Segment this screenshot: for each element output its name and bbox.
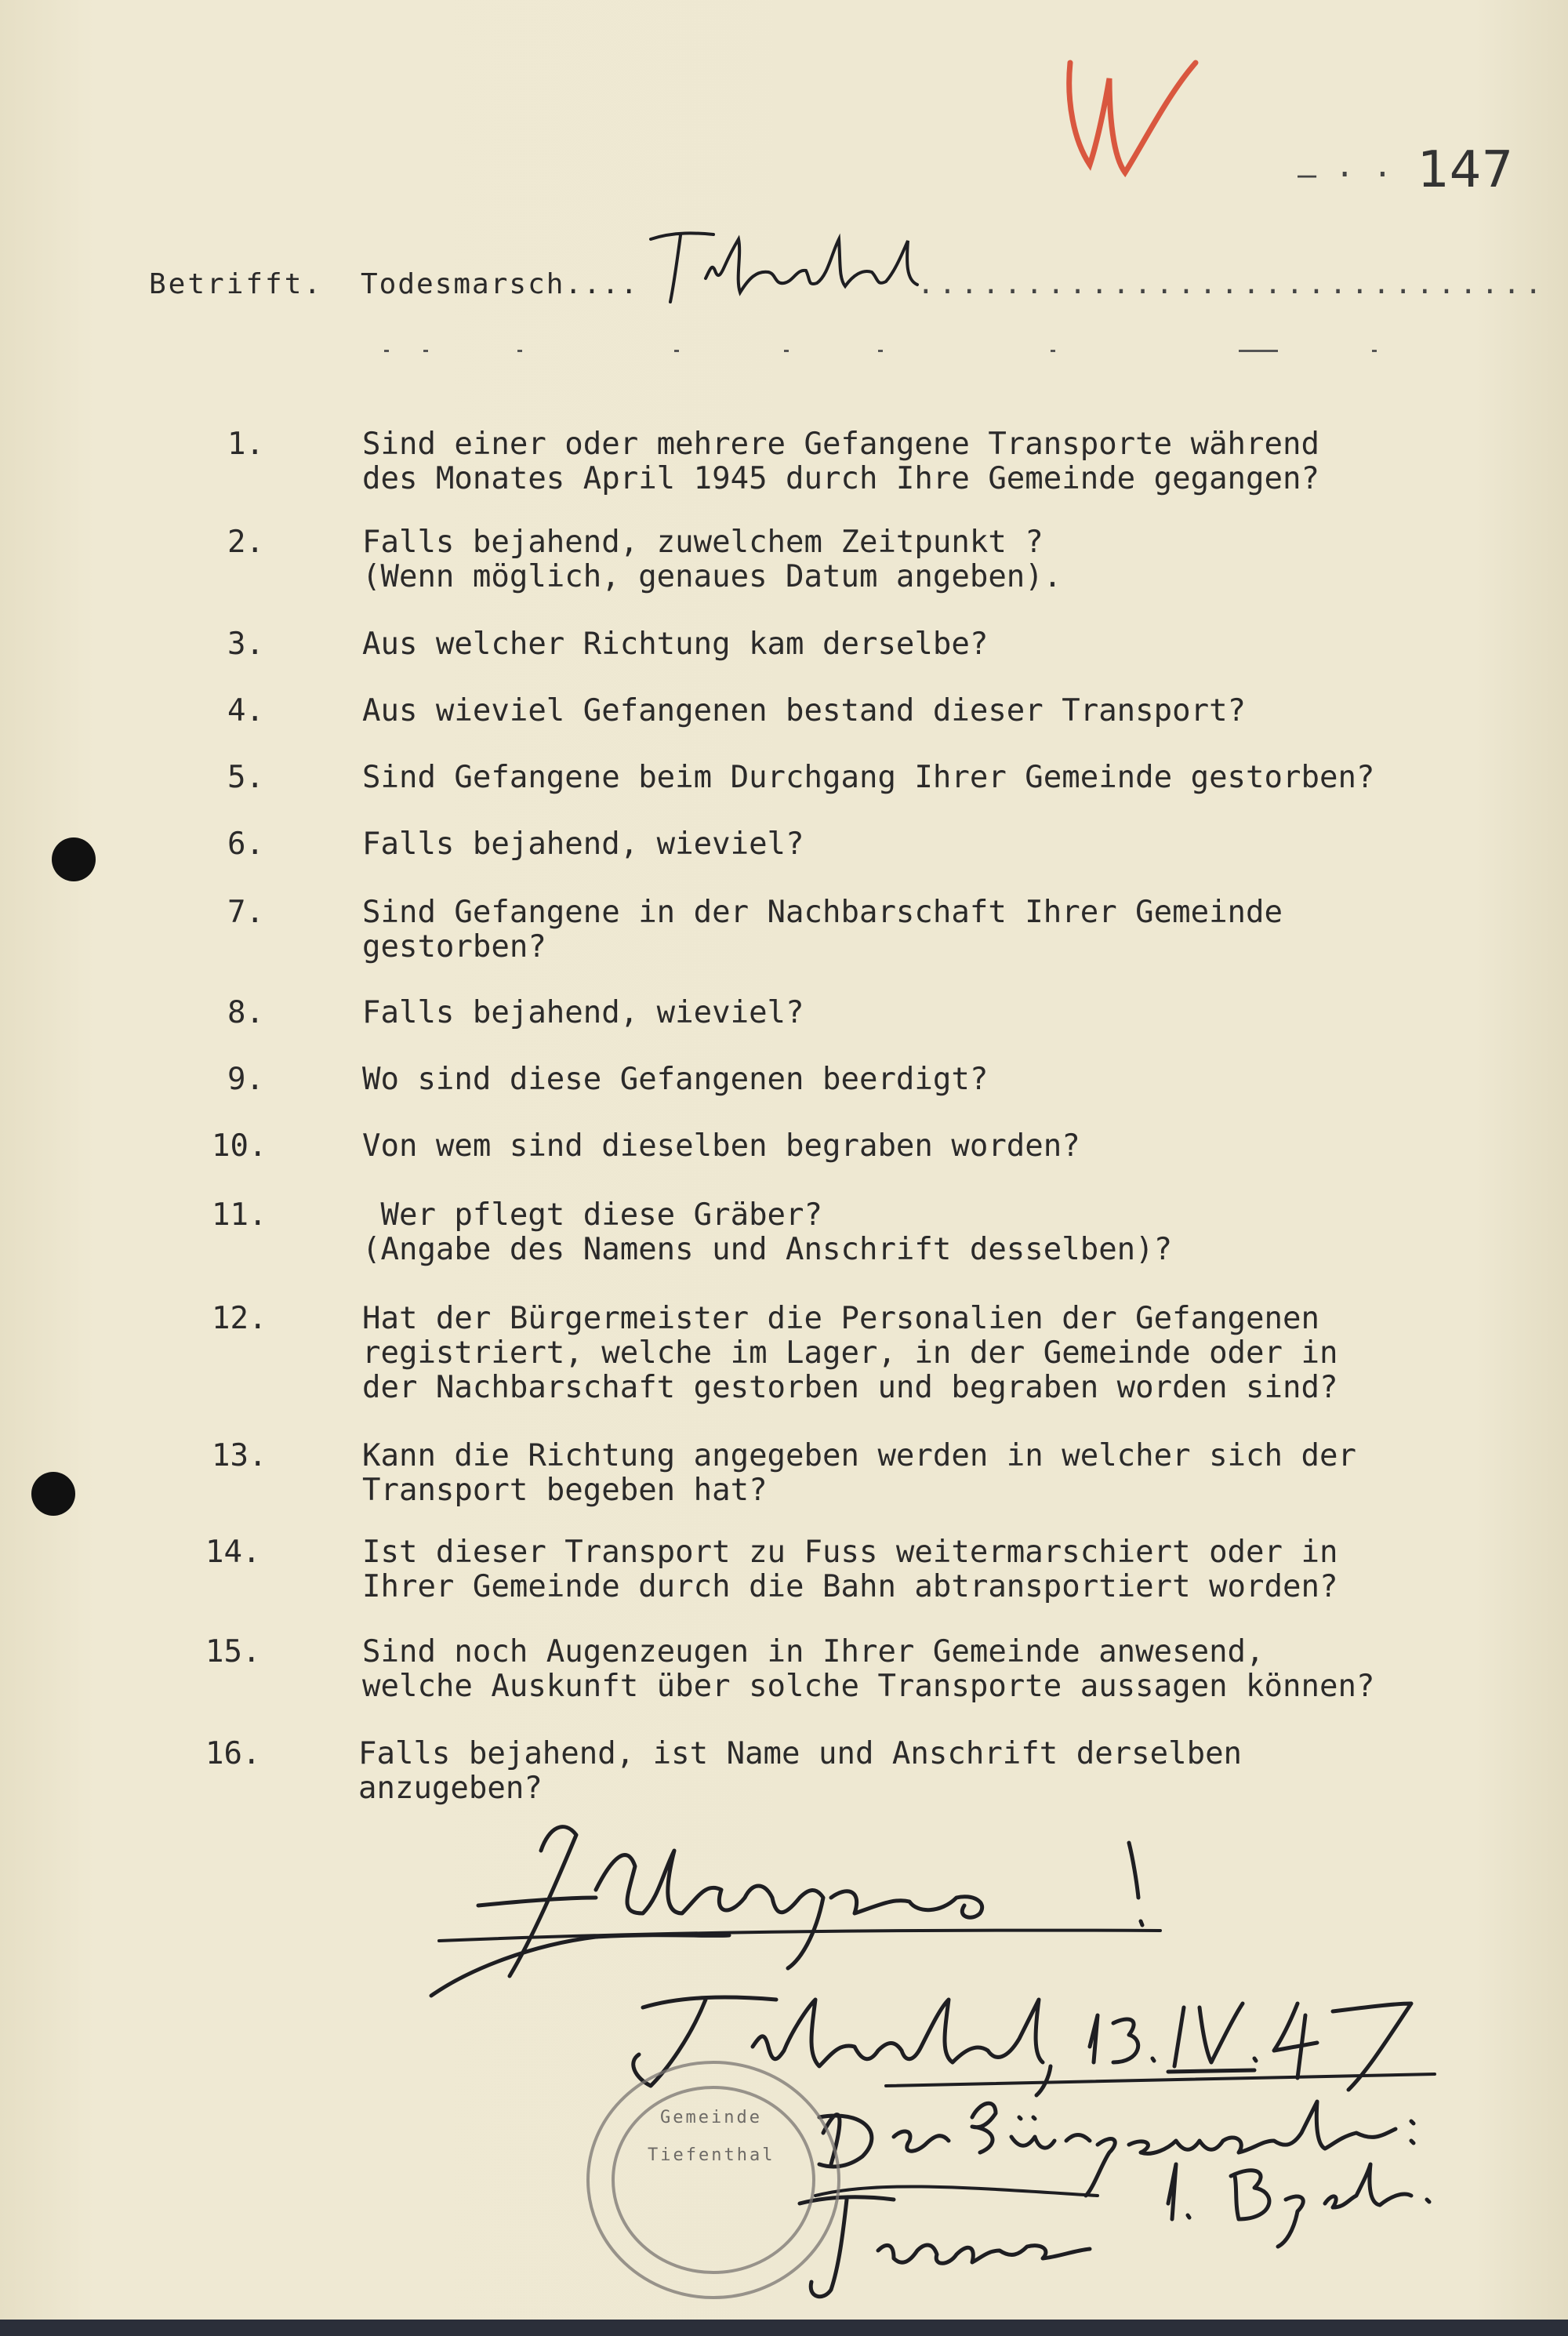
subject-dotted-line: .............................: [917, 268, 1547, 300]
question-text: Wo sind diese Gefangenen beerdigt?: [362, 1062, 989, 1097]
subject-label: Betrifft.: [149, 268, 324, 300]
question-13: [212, 1438, 1356, 1542]
question-number: 9.: [227, 1062, 264, 1097]
question-number: 3.: [227, 627, 264, 662]
handwritten-place-name: [643, 223, 925, 310]
question-number: 8.: [227, 995, 264, 1030]
question-text: Aus welcher Richtung kam derselbe?: [362, 627, 989, 662]
question-text: Von wem sind dieselben begraben worden?: [362, 1128, 1080, 1164]
question-number: 13.: [212, 1438, 267, 1473]
question-text: Falls bejahend, wieviel?: [362, 995, 804, 1030]
question-15: [205, 1634, 1375, 1738]
question-text: Falls bejahend, wieviel?: [362, 827, 804, 862]
question-number: 16.: [205, 1736, 261, 1771]
question-14: [205, 1535, 1338, 1639]
stamp-line-1: Gemeinde: [660, 2108, 762, 2127]
question-12: [212, 1301, 1338, 1405]
question-text: Sind einer oder mehrere Gefangene Transporte während des Monates April 1945 durch Ihre Gemeinde gegangen?: [362, 427, 1319, 496]
page-number: 147: [1417, 141, 1514, 199]
question-number: 1.: [227, 427, 264, 462]
question-text: Aus wieviel Gefangenen bestand dieser Transport?: [362, 693, 1247, 728]
question-number: 10.: [212, 1128, 267, 1164]
question-text: Kann die Richtung angegeben werden in welcher sich der Transport begeben hat?: [362, 1438, 1356, 1508]
question-number: 12.: [212, 1301, 267, 1336]
punch-hole-lower: [31, 1472, 75, 1516]
question-text: Sind Gefangene beim Durchgang Ihrer Gemeinde gestorben?: [362, 760, 1375, 795]
scan-edge: [0, 2320, 1568, 2336]
question-number: 6.: [227, 827, 264, 862]
punch-hole-upper: [52, 837, 96, 881]
question-11: [212, 1197, 1173, 1302]
subject-second-line: [376, 343, 1411, 359]
question-number: 14.: [205, 1535, 261, 1570]
question-text: Hat der Bürgermeister die Personalien der Gefangenen registriert, welche im Lager, in der Gemeinde oder in der Nachbarschaft gestorben und begraben worden sind?: [362, 1301, 1338, 1405]
question-16: [205, 1736, 1243, 1840]
question-number: 4.: [227, 693, 264, 728]
question-number: 5.: [227, 760, 264, 795]
question-text: Sind noch Augenzeugen in Ihrer Gemeinde anwesend, welche Auskunft über solche Transporte aussagen können?: [362, 1634, 1375, 1704]
question-text: Sind Gefangene in der Nachbarschaft Ihrer Gemeinde gestorben?: [362, 895, 1283, 965]
question-2: [227, 525, 1062, 629]
question-number: 2.: [227, 525, 264, 560]
question-number: 15.: [205, 1634, 261, 1669]
stamp-line-2: Tiefenthal: [648, 2145, 775, 2165]
page-prefix: — · ·: [1298, 157, 1392, 193]
question-text: Wer pflegt diese Gräber? (Angabe des Namens und Anschrift desselben)?: [362, 1197, 1173, 1267]
question-text: Falls bejahend, ist Name und Anschrift derselben anzugeben?: [358, 1736, 1243, 1806]
question-1: [227, 427, 1319, 531]
question-text: Falls bejahend, zuwelchem Zeitpunkt ? (Wenn möglich, genaues Datum angeben).: [362, 525, 1062, 594]
question-number: 7.: [227, 895, 264, 930]
subject-field: Todesmarsch....: [361, 268, 640, 300]
red-corner-mark: [1051, 47, 1207, 180]
question-text: Ist dieser Transport zu Fuss weitermarschiert oder in Ihrer Gemeinde durch die Bahn abtransportiert worden?: [362, 1535, 1338, 1604]
question-7: [227, 895, 1283, 999]
question-number: 11.: [212, 1197, 267, 1233]
